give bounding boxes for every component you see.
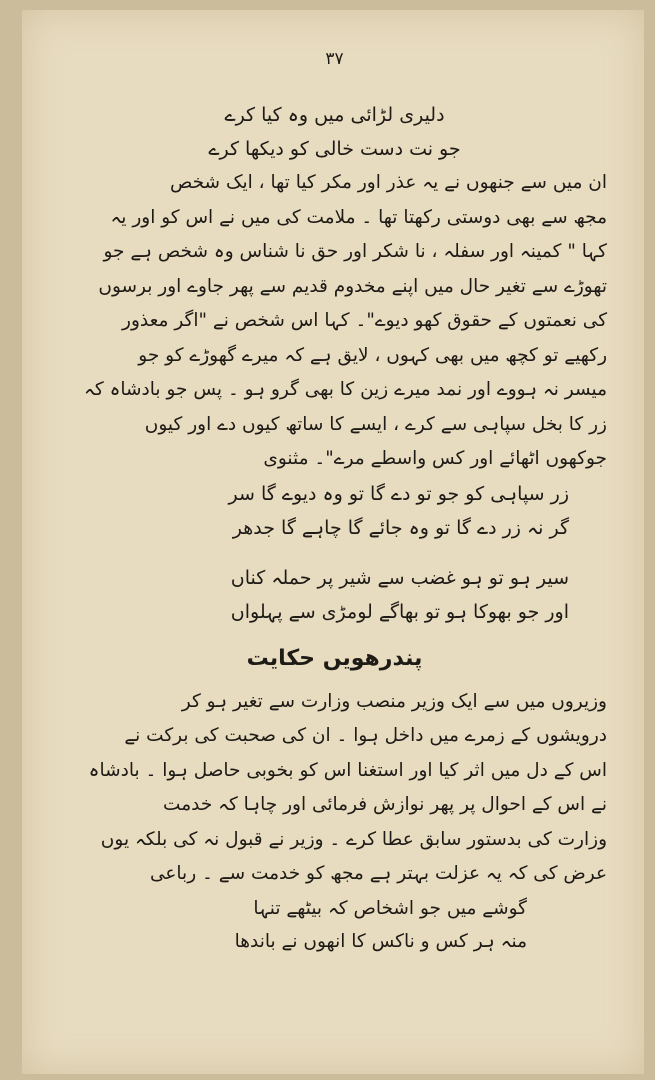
page-content xyxy=(62,46,607,958)
text-line: ان میں سے جنھوں نے یہ عذر اور مکر کیا تھا ، ایک شخص xyxy=(169,172,607,193)
text-line: مجھ سے بھی دوستی رکھتا تھا ۔ ملامت کی میں نے اس کو اور یہ xyxy=(110,206,607,228)
verse-line: اور جو بھوکا ہو تو بھاگے لومڑی سے پہلواں xyxy=(230,600,569,623)
couplet-line: دلیری لڑائی میں وہ کیا کرے xyxy=(224,104,445,126)
text-line: زر کا بخل سپاہی سے کرے ، ایسے کا ساتھ کیوں دے اور کیوں xyxy=(144,413,607,435)
text-line: وزارت کی بدستور سابق عطا کرے ۔ وزیر نے قبول نہ کی بلکہ یوں xyxy=(100,828,607,850)
page-number: ۳۷ xyxy=(325,49,344,69)
text-line: نے اس کے احوال پر پھر نوازش فرمائی اور چاہا کہ خدمت xyxy=(163,794,607,815)
masnavi-verse xyxy=(62,477,607,629)
text-line: عرض کی کہ یہ عزلت بہتر ہے مجھ کو خدمت سے ۔ رباعی xyxy=(149,863,607,884)
paragraph-2 xyxy=(62,685,607,892)
stanza-gap xyxy=(62,545,569,561)
text-line: رکھیے تو کچھ میں بھی کہوں ، لایق ہے کہ میرے گھوڑے کو جو xyxy=(138,344,607,366)
section-heading: پندرھویں حکایت xyxy=(246,645,423,671)
text-line: جوکھوں اٹھائے اور کس واسطے مرے"۔ مثنوی xyxy=(263,448,607,469)
rubai-verse xyxy=(62,892,607,958)
opening-couplet xyxy=(62,98,607,166)
verse-line: منہ ہر کس و ناکس کا انھوں نے باندھا xyxy=(234,930,527,952)
text-line: کی نعمتوں کے حقوق کھو دیوے"۔ کہا اس شخص نے "اگر معذور xyxy=(122,310,607,331)
text-line: وزیروں میں سے ایک وزیر منصب وزارت سے تغیر ہو کر xyxy=(181,690,607,712)
text-line: میسر نہ ہووے اور نمد میرے زین کا بھی گرو ہو ۔ پس جو بادشاہ کہ xyxy=(84,379,607,400)
text-line: تھوڑے سے تغیر حال میں اپنے مخدوم قدیم سے پھر جاوے اور برسوں xyxy=(98,275,607,297)
couplet-line: جو نت دست خالی کو دیکھا کرے xyxy=(208,138,461,160)
book-page xyxy=(22,10,644,1074)
verse-line: سیر ہو تو ہو غضب سے شیر پر حملہ کناں xyxy=(230,566,569,589)
verse-line: گوشے میں جو اشخاص کہ بیٹھے تنہا xyxy=(253,897,527,919)
text-line: درویشوں کے زمرے میں داخل ہوا ۔ ان کی صحبت کی برکت نے xyxy=(124,725,607,746)
paragraph-1 xyxy=(62,166,607,477)
text-line: کہا " کمینہ اور سفلہ ، نا شکر اور حق نا شناس وہ شخص ہے جو xyxy=(103,241,607,262)
verse-line: زر سپاہی کو جو تو دے گا تو وہ دیوے گا سر xyxy=(228,482,569,505)
text-line: اس کے دل میں اثر کیا اور استغنا اس کو بخوبی حاصل ہوا ۔ بادشاہ xyxy=(88,759,607,781)
verse-line: گر نہ زر دے گا تو وہ جائے گا چاہے گا جدھر xyxy=(232,516,569,539)
